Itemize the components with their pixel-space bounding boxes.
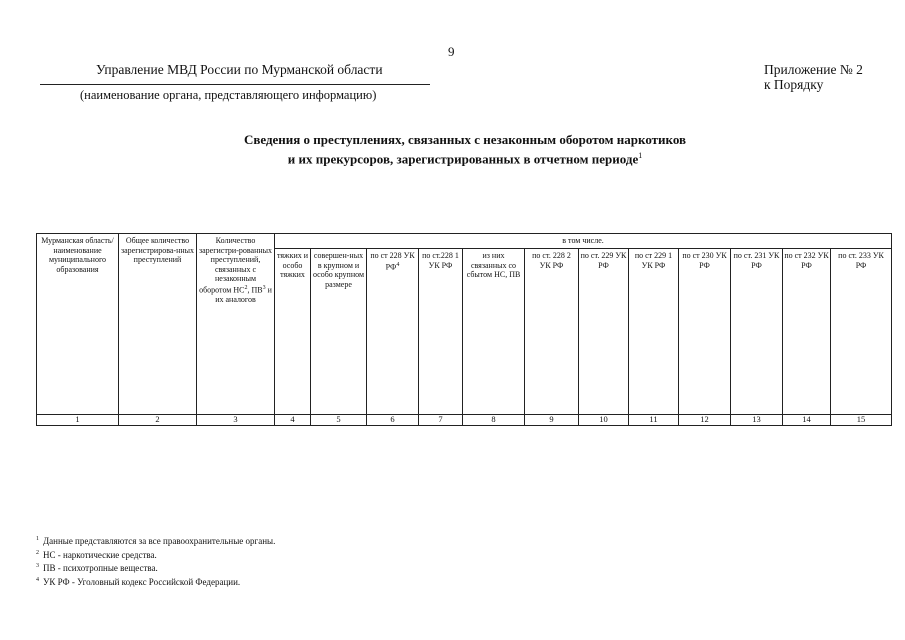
header-total-crimes: Общее количество зарегистрирова-нных преступлений bbox=[119, 234, 197, 415]
appendix-line-1: Приложение № 2 bbox=[764, 62, 863, 77]
organization-underline bbox=[40, 84, 430, 85]
subheader-art-232: по ст 232 УК РФ bbox=[783, 249, 831, 415]
header-drug-crimes-text-1: Количество зарегистри-рованных преступлений, связанных с незаконным оборотом НС bbox=[198, 236, 273, 295]
crime-statistics-table bbox=[36, 233, 892, 426]
header-region: Мурманская область/ наименование муниципального образования bbox=[37, 234, 119, 415]
footnotes bbox=[36, 534, 275, 588]
column-number: 12 bbox=[679, 415, 731, 426]
subheader-art-228-1: по ст.228 1 УК РФ bbox=[419, 249, 463, 415]
footnote-4 bbox=[36, 575, 275, 589]
footnote-text: Данные представляются за все правоохранительные органы. bbox=[43, 536, 276, 546]
title-line-2-text: и их прекурсоров, зарегистрированных в отчетном периоде bbox=[287, 151, 639, 167]
column-number: 10 bbox=[579, 415, 629, 426]
subheader-art-231: по ст. 231 УК РФ bbox=[731, 249, 783, 415]
column-number: 8 bbox=[463, 415, 525, 426]
footnote-mark: 4 bbox=[36, 576, 39, 583]
subheader-art-229-1: по ст 229 1 УК РФ bbox=[629, 249, 679, 415]
column-number: 6 bbox=[367, 415, 419, 426]
footnote-text: УК РФ - Уголовный кодекс Российской Федерации. bbox=[43, 576, 241, 587]
footnote-mark: 3 bbox=[36, 563, 39, 569]
column-number: 11 bbox=[629, 415, 679, 426]
appendix-line-2: к Порядку bbox=[764, 77, 824, 92]
footnote-text: ПВ - психотропные вещества. bbox=[43, 563, 158, 573]
column-numbers-row bbox=[37, 415, 892, 426]
subheader-art-228-2: по ст. 228 2 УК РФ bbox=[525, 249, 579, 415]
footnote-3 bbox=[36, 561, 275, 575]
footnote-mark-3: 3 bbox=[262, 284, 266, 291]
column-number: 4 bbox=[275, 415, 311, 426]
column-number: 1 bbox=[37, 415, 119, 426]
column-number: 5 bbox=[311, 415, 367, 426]
header-drug-crimes-text-2: , ПВ bbox=[247, 285, 263, 295]
footnote-mark-4: 4 bbox=[396, 261, 400, 268]
column-number: 3 bbox=[197, 415, 275, 426]
subheader-art-228 bbox=[367, 249, 419, 415]
footnote-text: НС - наркотические средства. bbox=[43, 549, 157, 560]
column-number: 9 bbox=[525, 415, 579, 426]
title-footnote-mark: 1 bbox=[638, 151, 643, 160]
footnote-1 bbox=[36, 534, 275, 548]
document-title bbox=[140, 132, 790, 167]
header-drug-crimes bbox=[197, 234, 275, 415]
column-number: 13 bbox=[731, 415, 783, 426]
subheader-art-230: по ст 230 УК РФ bbox=[679, 249, 731, 415]
page-number: 9 bbox=[448, 44, 455, 59]
appendix-label bbox=[764, 62, 863, 92]
organization-name: Управление МВД России по Мурманской области bbox=[96, 62, 383, 77]
column-number: 14 bbox=[783, 415, 831, 426]
footnote-mark: 1 bbox=[36, 536, 39, 542]
footnote-2 bbox=[36, 548, 275, 562]
subheader-art-228-text: по ст 228 УК РФ bbox=[370, 251, 415, 272]
header-including: в том числе. bbox=[275, 234, 892, 249]
organization-caption: (наименование органа, представляющего информацию) bbox=[80, 88, 377, 102]
column-number: 7 bbox=[419, 415, 463, 426]
footnote-mark-2: 2 bbox=[244, 284, 248, 291]
title-line-2 bbox=[140, 148, 790, 167]
column-number: 2 bbox=[119, 415, 197, 426]
subheader-grave: тяжких и особо тяжких bbox=[275, 249, 311, 415]
footnote-mark: 2 bbox=[36, 549, 39, 556]
title-line-1: Сведения о преступлениях, связанных с незаконным оборотом наркотиков bbox=[243, 132, 687, 147]
subheader-art-233: по ст. 233 УК РФ bbox=[831, 249, 892, 415]
subheader-sales: из них связанных со сбытом НС, ПВ bbox=[463, 249, 525, 415]
subheader-art-229: по ст. 229 УК РФ bbox=[579, 249, 629, 415]
subheader-large-scale: совершен-ных в крупном и особо крупном размере bbox=[311, 249, 367, 415]
column-number: 15 bbox=[831, 415, 892, 426]
header-drug-crimes-text-3: и их аналогов bbox=[215, 285, 272, 304]
